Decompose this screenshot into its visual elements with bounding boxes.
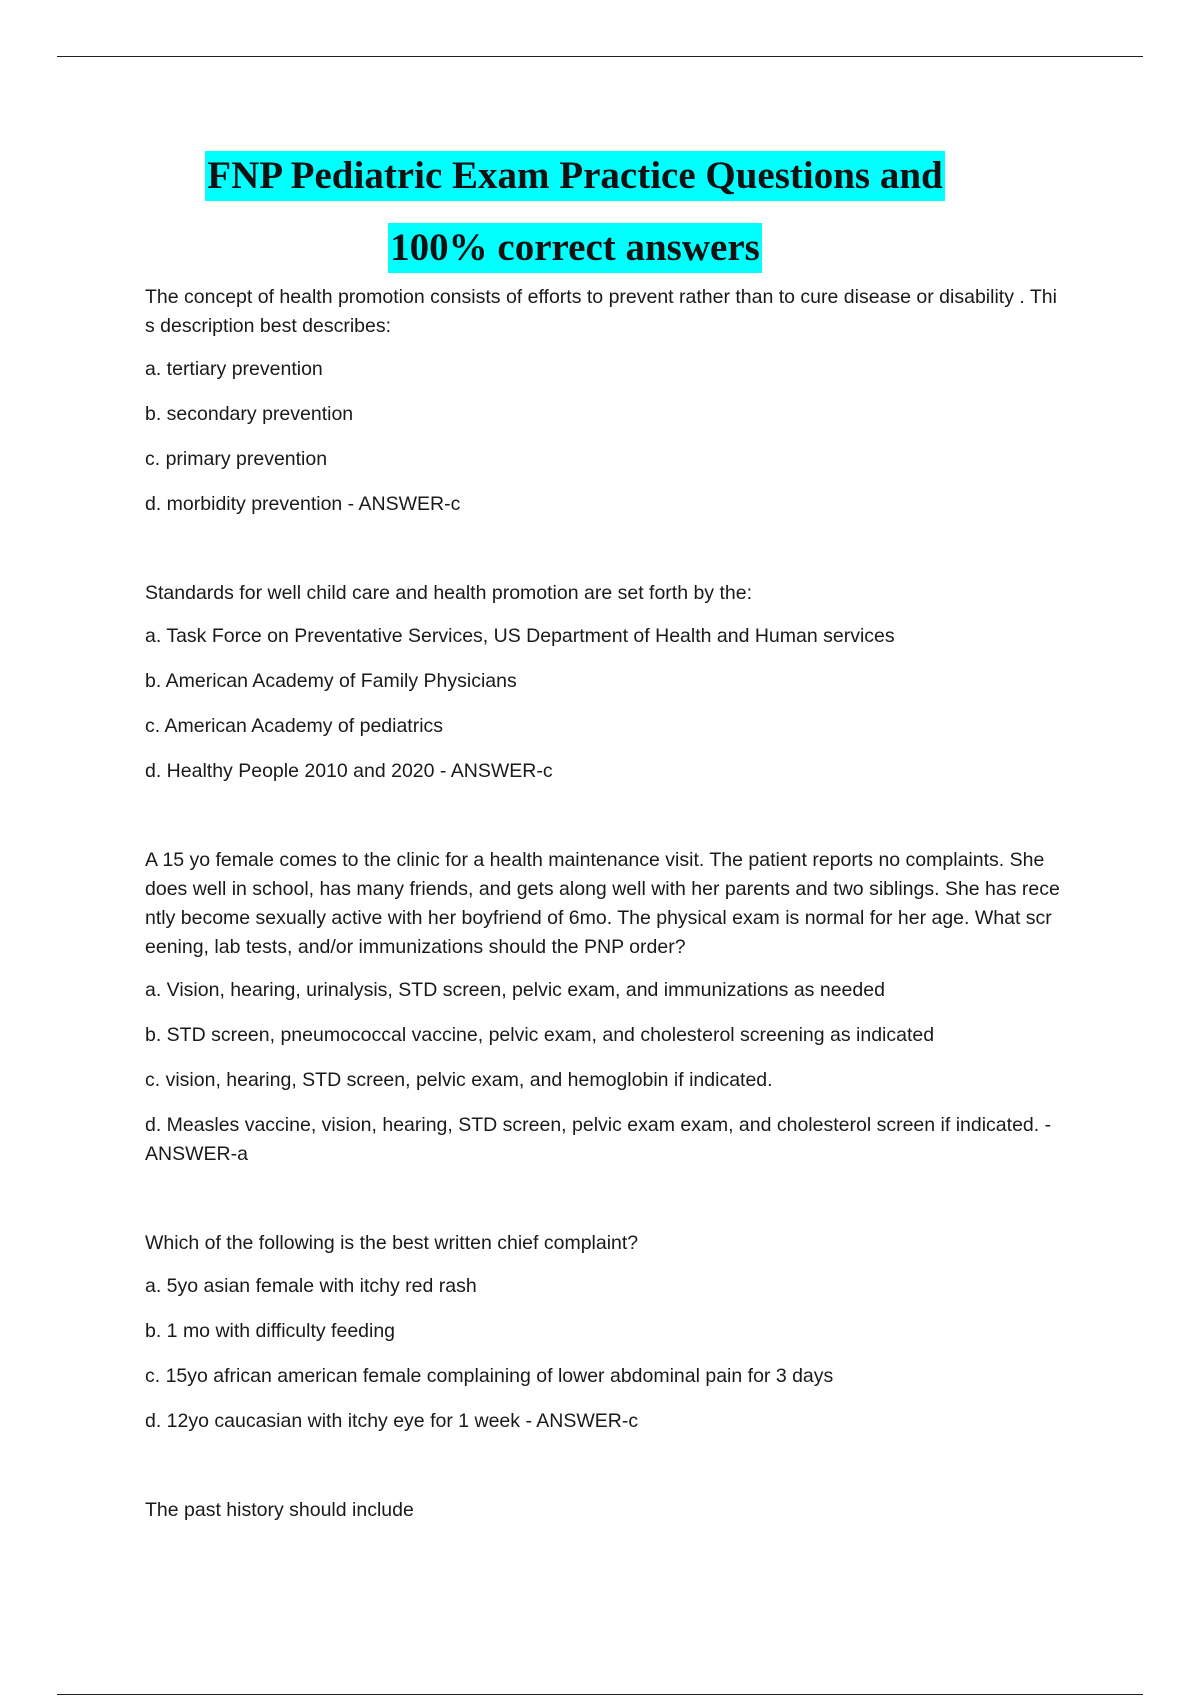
question-text: A 15 yo female comes to the clinic for a health maintenance visit. The patient reports no complaints. She does well in school, has many friends, and gets along well with her parents and two siblings. She has recently become sexually active with her boyfriend of 6mo. The physical exam is normal for her age. What screening, lab tests, and/or immunizations should the PNP order? bbox=[145, 849, 1060, 958]
option-b: b. secondary prevention bbox=[145, 403, 354, 425]
question-text: Which of the following is the best written chief complaint? bbox=[145, 1232, 639, 1254]
option-c: c. primary prevention bbox=[145, 448, 328, 470]
question-text: The past history should include bbox=[145, 1499, 414, 1521]
document-title bbox=[0, 140, 1150, 284]
option-d-answer: d. Healthy People 2010 and 2020 - ANSWER-c bbox=[145, 760, 553, 782]
option-b: b. American Academy of Family Physicians bbox=[145, 670, 517, 692]
question-1 bbox=[145, 283, 1060, 519]
option-d-answer: d. morbidity prevention - ANSWER-c bbox=[145, 493, 461, 515]
option-c: c. American Academy of pediatrics bbox=[145, 715, 444, 737]
option-a: a. Task Force on Preventative Services, US Department of Health and Human services bbox=[145, 625, 895, 647]
question-list bbox=[145, 283, 1060, 1585]
title-line-2: 100% correct answers bbox=[388, 223, 762, 273]
question-3 bbox=[145, 846, 1060, 1169]
question-text: Standards for well child care and health promotion are set forth by the: bbox=[145, 582, 753, 604]
option-a: a. 5yo asian female with itchy red rash bbox=[145, 1275, 477, 1297]
header-rule bbox=[57, 56, 1143, 57]
option-d-answer: d. 12yo caucasian with itchy eye for 1 week - ANSWER-c bbox=[145, 1410, 639, 1432]
question-4 bbox=[145, 1229, 1060, 1436]
option-b: b. 1 mo with difficulty feeding bbox=[145, 1320, 396, 1342]
question-5 bbox=[145, 1496, 1060, 1525]
option-a: a. Vision, hearing, urinalysis, STD screen, pelvic exam, and immunizations as needed bbox=[145, 979, 885, 1001]
question-2 bbox=[145, 579, 1060, 786]
option-c: c. vision, hearing, STD screen, pelvic exam, and hemoglobin if indicated. bbox=[145, 1069, 773, 1091]
option-c: c. 15yo african american female complaining of lower abdominal pain for 3 days bbox=[145, 1365, 834, 1387]
option-b: b. STD screen, pneumococcal vaccine, pelvic exam, and cholesterol screening as indicated bbox=[145, 1024, 935, 1046]
footer-rule bbox=[57, 1694, 1143, 1695]
title-line-1: FNP Pediatric Exam Practice Questions and bbox=[205, 151, 944, 201]
option-a: a. tertiary prevention bbox=[145, 358, 323, 380]
option-d-answer: d. Measles vaccine, vision, hearing, STD screen, pelvic exam exam, and cholesterol screen if indicated. - ANSWER-a bbox=[145, 1114, 1052, 1165]
question-text: The concept of health promotion consists of efforts to prevent rather than to cure disease or disability . This description best describes: bbox=[145, 286, 1057, 337]
